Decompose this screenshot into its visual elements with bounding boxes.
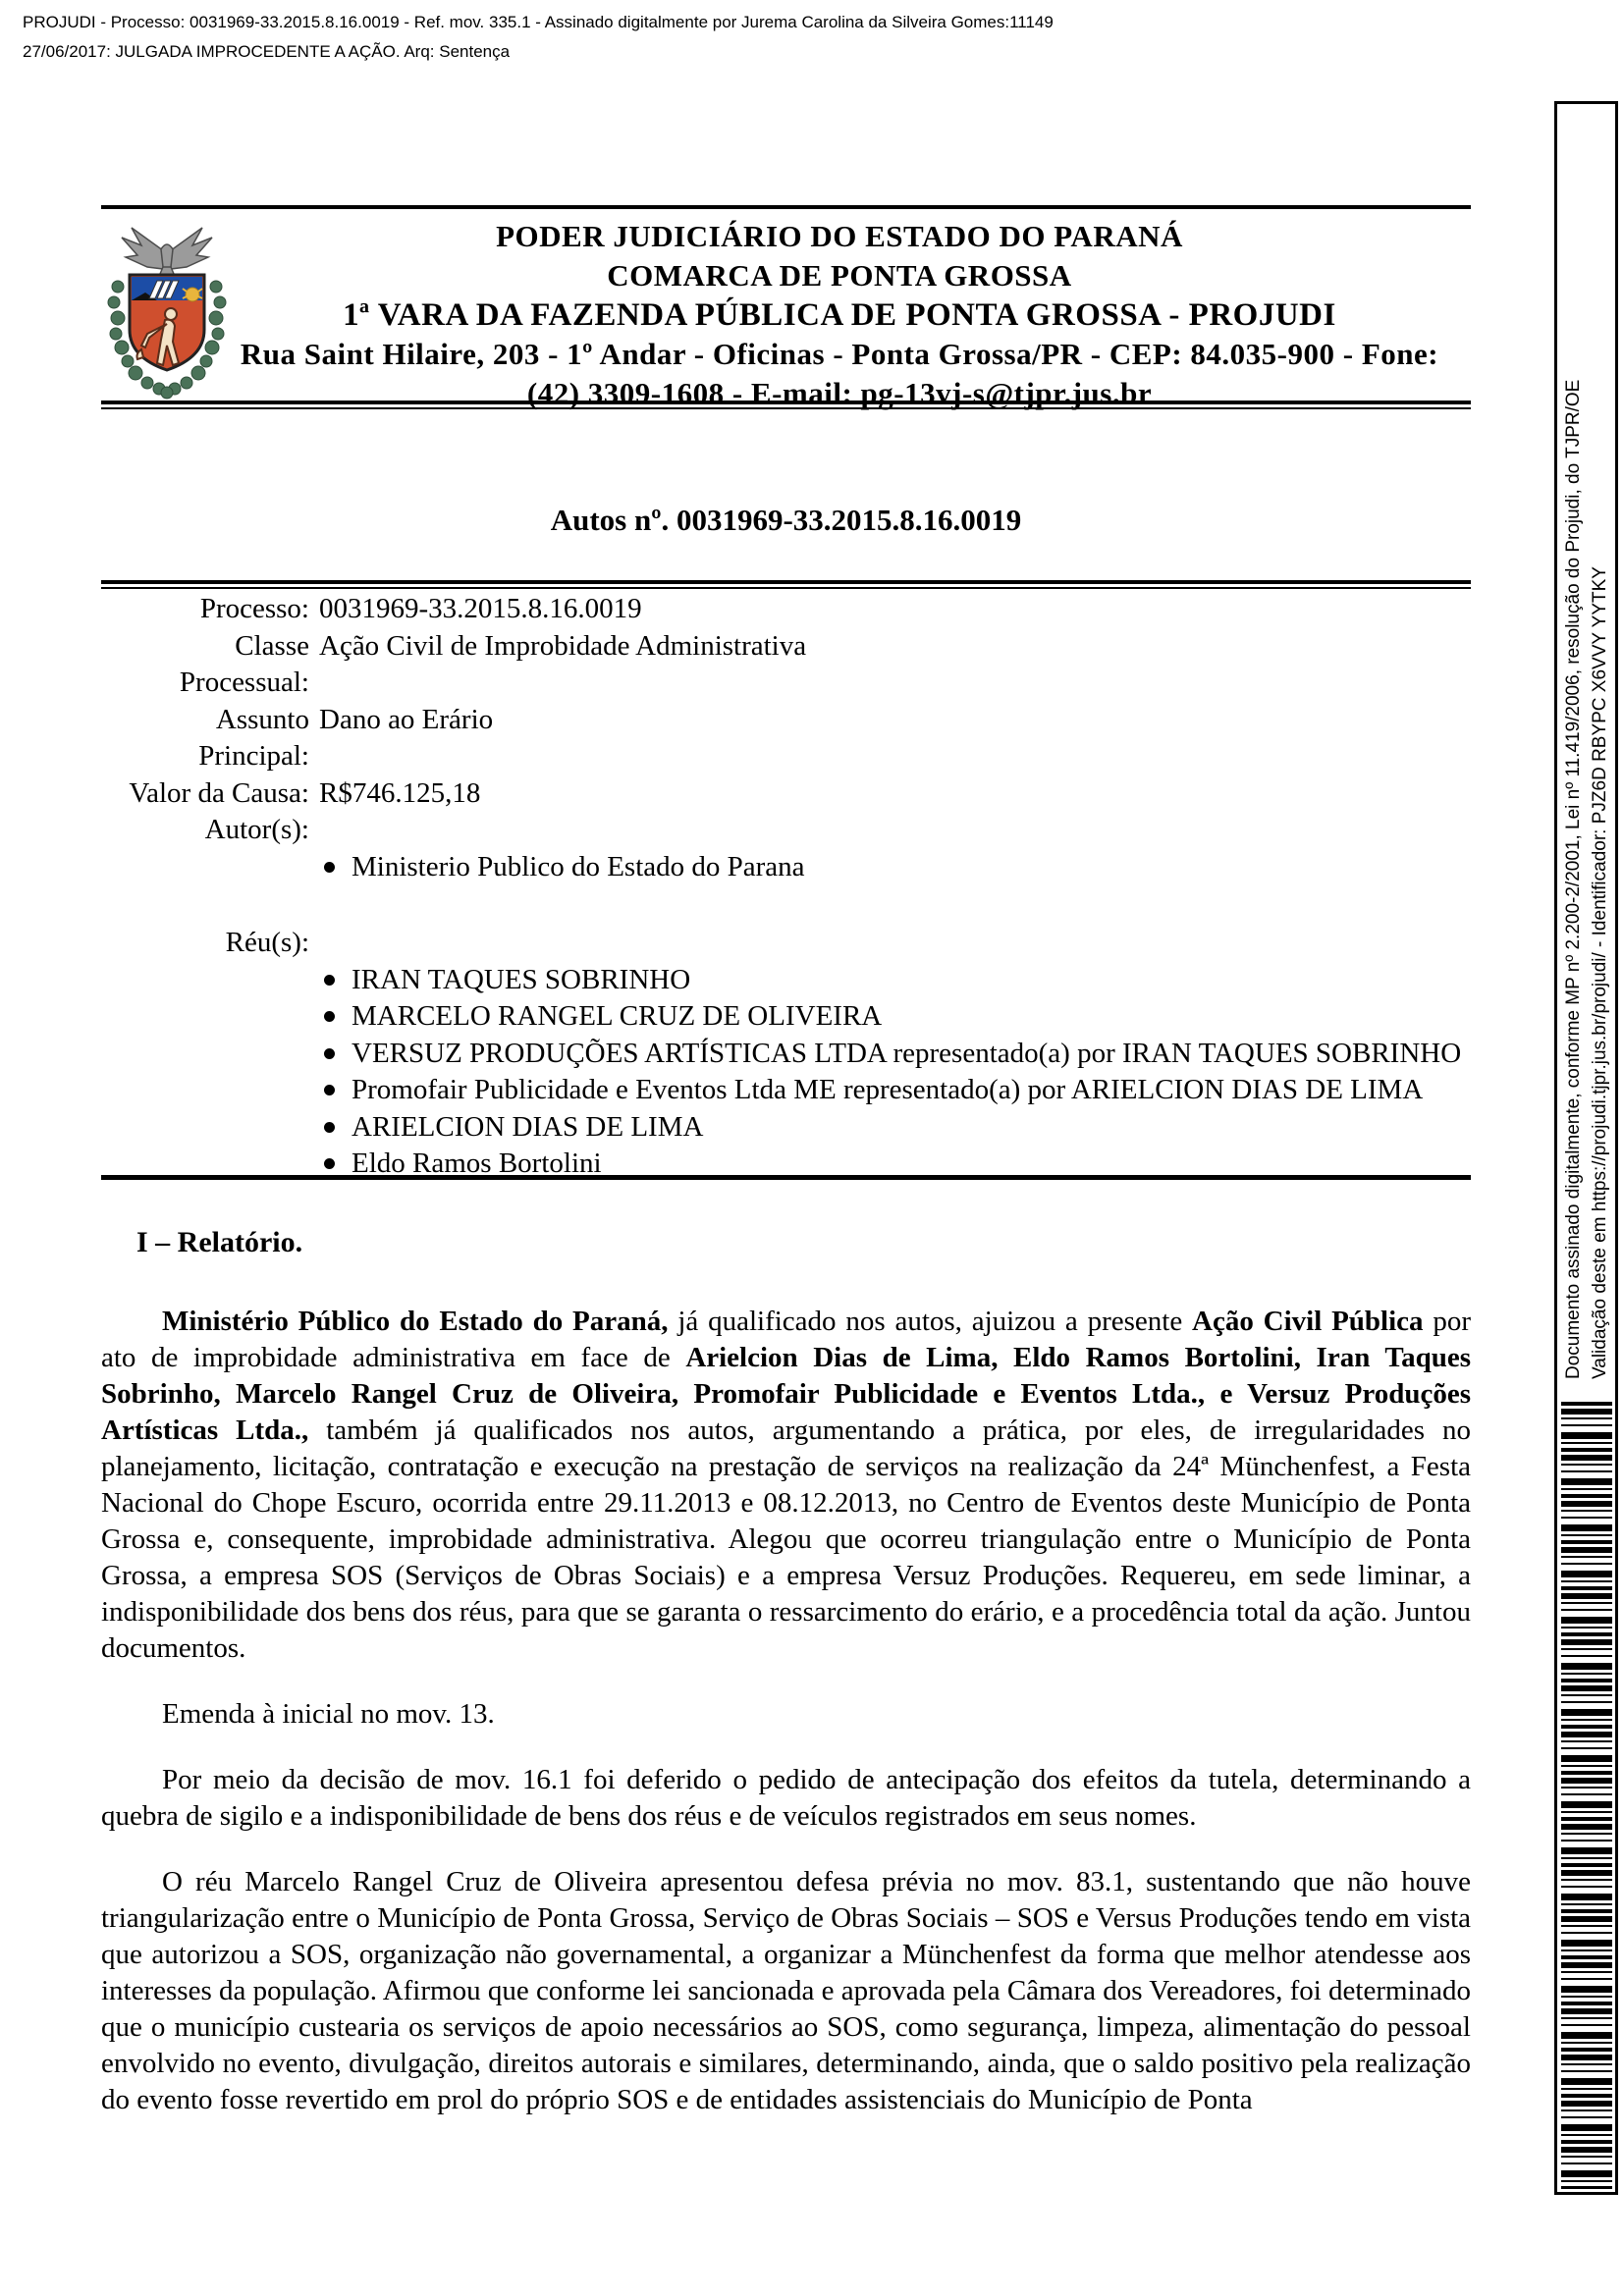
detail-row-processo (101, 591, 1471, 628)
body-paragraph: O réu Marcelo Rangel Cruz de Oliveira apresentou defesa prévia no mov. 83.1, sustentando que não houve triangularização entre o Município de Ponta Grossa, Serviço de Obras Sociais – SOS e Versus Produções tendo em vista que autorizou a SOS, organização não governamental, a organizar a Münchenfest da forma que melhor atendesse aos interesses da população. Afirmou que conforme lei sancionada e aprovada pela Câmara dos Vereadores, foi determinado que o município custearia os serviços de apoio necessários ao SOS, como segurança, limpeza, alimentação do pessoal envolvido no evento, divulgação, direitos autorais e similares, determinando, ainda, que o saldo positivo pela realização do evento fosse revertido em prol do próprio SOS e de entidades assistenciais do Município de Ponta (101, 1866, 1471, 2115)
detail-row-autor (101, 812, 1471, 849)
reu-name: Eldo Ramos Bortolini (352, 1148, 602, 1179)
autor-name: Ministerio Publico do Estado do Parana (352, 850, 805, 882)
letterhead-comarca: COMARCA DE PONTA GROSSA (607, 258, 1072, 293)
case-details (101, 591, 1471, 1183)
letterhead-court: PODER JUDICIÁRIO DO ESTADO DO PARANÁ (496, 219, 1183, 253)
detail-value: R$746.125,18 (319, 776, 481, 809)
list-item-autor (101, 849, 1471, 886)
detail-label: Assunto Principal: (198, 703, 309, 772)
sentence-body (101, 1224, 1471, 2148)
barcode (1561, 1402, 1612, 2189)
detail-row-assunto (101, 702, 1471, 775)
list-item-reu (101, 1146, 1471, 1183)
projudi-header-line-2: 27/06/2017: JULGADA IMPROCEDENTE A AÇÃO. Arq: Sentença (23, 42, 511, 61)
reu-label: Réu(s): (225, 927, 309, 958)
bullet-icon (324, 1158, 335, 1169)
projudi-header-line-1: PROJUDI - Processo: 0031969-33.2015.8.16.0019 - Ref. mov. 335.1 - Assinado digitalmente por Jurema Carolina da Silveira Gomes:11149 (23, 13, 1054, 31)
reus-list (101, 962, 1471, 1183)
bullet-icon (324, 862, 335, 873)
details-top-rule (101, 580, 1471, 589)
bullet-icon (324, 975, 335, 986)
autor-label: Autor(s): (204, 814, 309, 845)
letterhead (236, 217, 1443, 413)
body-paragraph: Por meio da decisão de mov. 16.1 foi deferido o pedido de antecipação dos efeitos da tutela, determinando a quebra de sigilo e a indisponibilidade de bens dos réus e de veículos registrados em seus nomes. (101, 1764, 1471, 1832)
signature-validation-text (1560, 103, 1613, 1379)
bullet-icon (324, 1122, 335, 1133)
detail-label: Processo: (199, 593, 309, 624)
list-item-reu (101, 998, 1471, 1036)
detail-value: 0031969-33.2015.8.16.0019 (319, 593, 642, 624)
signature-line-2: Validação deste em https://projudi.tjpr.jus.br/projudi/ - Identificador: PJZ6D RBYPC X6VVY YYTKY (1590, 566, 1610, 1379)
detail-row-reu (101, 925, 1471, 962)
parana-coat-of-arms-icon (106, 224, 228, 400)
detail-row-valor (101, 775, 1471, 813)
list-item-reu (101, 962, 1471, 999)
list-item-reu (101, 1036, 1471, 1073)
reu-name: MARCELO RANGEL CRUZ DE OLIVEIRA (352, 1000, 883, 1032)
reu-name: VERSUZ PRODUÇÕES ARTÍSTICAS LTDA representado(a) por IRAN TAQUES SOBRINHO (352, 1037, 1462, 1069)
detail-row-classe (101, 628, 1471, 702)
detail-label: Valor da Causa: (129, 776, 309, 809)
detail-label: Classe Processual: (179, 629, 309, 698)
reu-name: Promofair Publicidade e Eventos Ltda ME representado(a) por ARIELCION DIAS DE LIMA (352, 1074, 1424, 1105)
bullet-icon (324, 1048, 335, 1059)
list-item-reu (101, 1109, 1471, 1147)
letterhead-address: Rua Saint Hilaire, 203 - 1º Andar - Oficinas - Ponta Grossa/PR - CEP: 84.035-900 - Fone: (240, 337, 1439, 371)
body-paragraph: Emenda à inicial no mov. 13. (162, 1698, 495, 1730)
section-heading-relatorio: I – Relatório. (136, 1226, 303, 1258)
detail-value: Dano ao Erário (319, 703, 494, 735)
autores-list (101, 849, 1471, 886)
projudi-header (23, 8, 1054, 67)
bullet-icon (324, 1011, 335, 1022)
autos-number: Autos nº. 0031969-33.2015.8.16.0019 (550, 503, 1022, 537)
letterhead-top-rule (101, 205, 1471, 209)
signature-line-1: Documento assinado digitalmente, conforme MP nº 2.200-2/2001, Lei nº 11.419/2006, resolução do Projudi, do TJPR/OE (1563, 379, 1584, 1379)
detail-value: Ação Civil de Improbidade Administrativa (319, 629, 807, 662)
spacer (101, 885, 1471, 925)
letterhead-vara: 1ª VARA DA FAZENDA PÚBLICA DE PONTA GROSSA - PROJUDI (343, 297, 1336, 333)
letterhead-phone-email: (42) 3309-1608 - E-mail: pg-13vj-s@tjpr.jus.br (526, 376, 1153, 410)
bullet-icon (324, 1085, 335, 1095)
reu-name: ARIELCION DIAS DE LIMA (352, 1110, 704, 1143)
list-item-reu (101, 1072, 1471, 1109)
body-paragraph: Ministério Público do Estado do Paraná, já qualificado nos autos, ajuizou a presente Ação Civil Pública por ato de improbidade administrativa em face de Arielcion Dias de Lima, Eldo Ramos Bortolini, Iran Taques Sobrinho, Marcelo Rangel Cruz de Oliveira, Promofair Publicidade e Eventos Ltda., e Versuz Produções Artísticas Ltda., também já qualificados nos autos, argumentando a prática, por eles, de irregularidades no planejamento, licitação, contratação e execução na prestação de serviços na realização da 24ª Münchenfest, a Festa Nacional do Chope Escuro, ocorrida entre 29.11.2013 e 08.12.2013, no Centro de Eventos deste Município de Ponta Grossa e, consequente, improbidade administrativa. Alegou que ocorreu triangulação entre o Município de Ponta Grossa, a empresa SOS (Serviços de Obras Sociais) e a empresa Versuz Produções. Requereu, em sede liminar, a indisponibilidade dos bens dos réus, para que se garanta o ressarcimento do erário, e a procedência total da ação. Juntou documentos. (101, 1306, 1472, 1664)
reu-name: IRAN TAQUES SOBRINHO (352, 963, 691, 995)
